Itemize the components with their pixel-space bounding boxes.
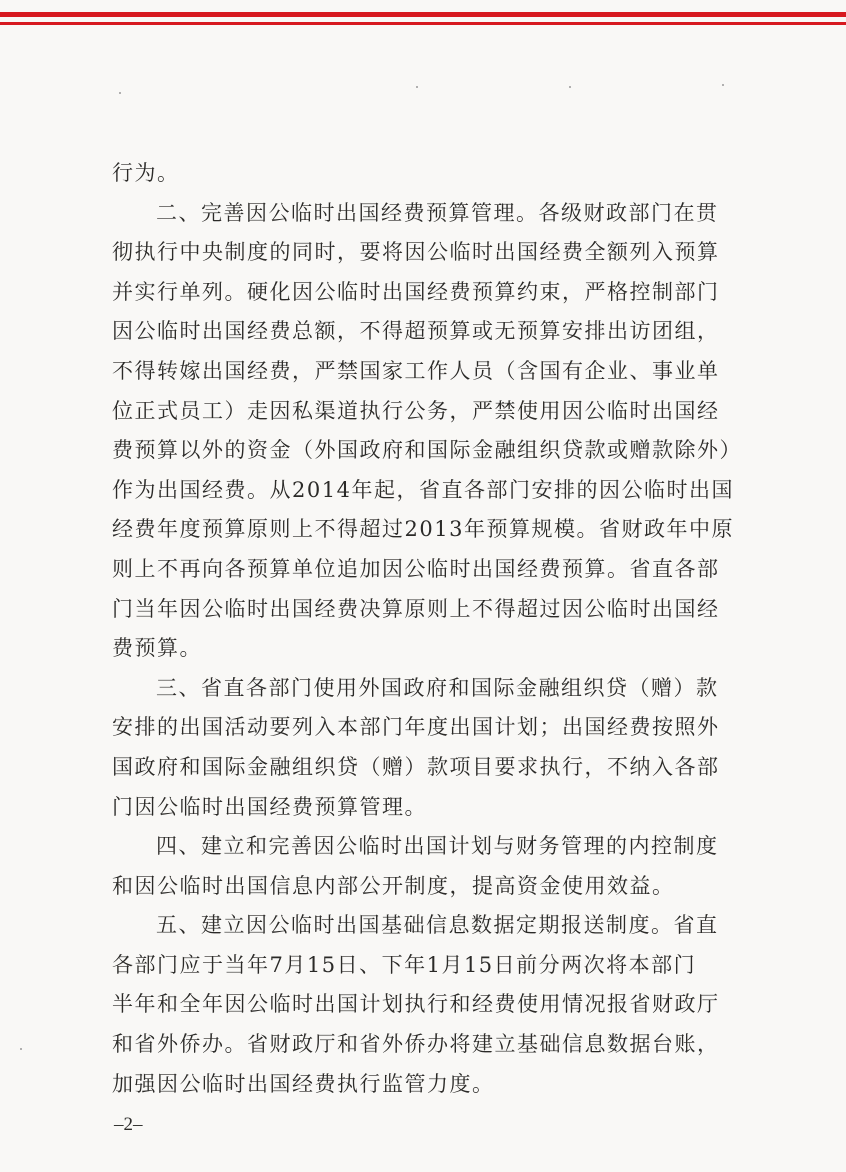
text-line: 不得转嫁出国经费，严禁国家工作人员（含国有企业、事业单: [112, 358, 720, 383]
text-line: 费预算。: [112, 636, 202, 661]
text-line: 经费年度预算原则上不得超过2013年预算规模。省财政年中原: [112, 517, 734, 542]
scan-speck: [569, 86, 571, 88]
scan-speck: [416, 86, 418, 88]
text-line: 门因公临时出国经费预算管理。: [112, 794, 427, 819]
text-line: 作为出国经费。从2014年起，省直各部门安排的因公临时出国: [112, 477, 734, 502]
text-line: 因公临时出国经费总额，不得超预算或无预算安排出访团组，: [112, 319, 720, 344]
scan-speck: [119, 92, 121, 94]
text-line: 位正式员工）走因私渠道执行公务，严禁使用因公临时出国经: [112, 398, 720, 423]
text-line: 各部门应于当年7月15日、下年1月15日前分两次将本部门: [112, 952, 697, 977]
page-number: –2–: [114, 1114, 143, 1135]
paragraph-4-start: 四、建立和完善因公临时出国计划与财务管理的内控制度: [156, 834, 719, 859]
text-line: 门当年因公临时出国经费决算原则上不得超过因公临时出国经: [112, 596, 720, 621]
paragraph-5-start: 五、建立因公临时出国基础信息数据定期报送制度。省直: [156, 913, 719, 938]
text-line: 安排的出国活动要列入本部门年度出国计划；出国经费按照外: [112, 715, 720, 740]
text-line: 则上不再向各预算单位追加因公临时出国经费预算。省直各部: [112, 556, 720, 581]
paragraph-2-start: 二、完善因公临时出国经费预算管理。各级财政部门在贯: [156, 200, 719, 225]
document-body: [112, 154, 744, 1104]
text-line: 彻执行中央制度的同时，要将因公临时出国经费全额列入预算: [112, 240, 720, 265]
text-line: 国政府和国际金融组织贷（赠）款项目要求执行，不纳入各部: [112, 754, 720, 779]
header-red-rule-thick: [0, 12, 846, 17]
text-line: 半年和全年因公临时出国计划执行和经费使用情况报省财政厅: [112, 992, 720, 1017]
text-line: 费预算以外的资金（外国政府和国际金融组织贷款或赠款除外）: [112, 438, 742, 463]
text-line: 行为。: [112, 161, 180, 185]
scan-speck: [722, 84, 724, 86]
scan-speck: [20, 1048, 22, 1050]
header-red-rule-thin: [0, 22, 846, 25]
text-line: 和因公临时出国信息内部公开制度，提高资金使用效益。: [112, 873, 675, 898]
text-line: 并实行单列。硬化因公临时出国经费预算约束，严格控制部门: [112, 279, 720, 304]
text-line: 加强因公临时出国经费执行监管力度。: [112, 1071, 495, 1096]
text-line: 和省外侨办。省财政厅和省外侨办将建立基础信息数据台账，: [112, 1032, 720, 1057]
paragraph-3-start: 三、省直各部门使用外国政府和国际金融组织贷（赠）款: [156, 675, 719, 700]
